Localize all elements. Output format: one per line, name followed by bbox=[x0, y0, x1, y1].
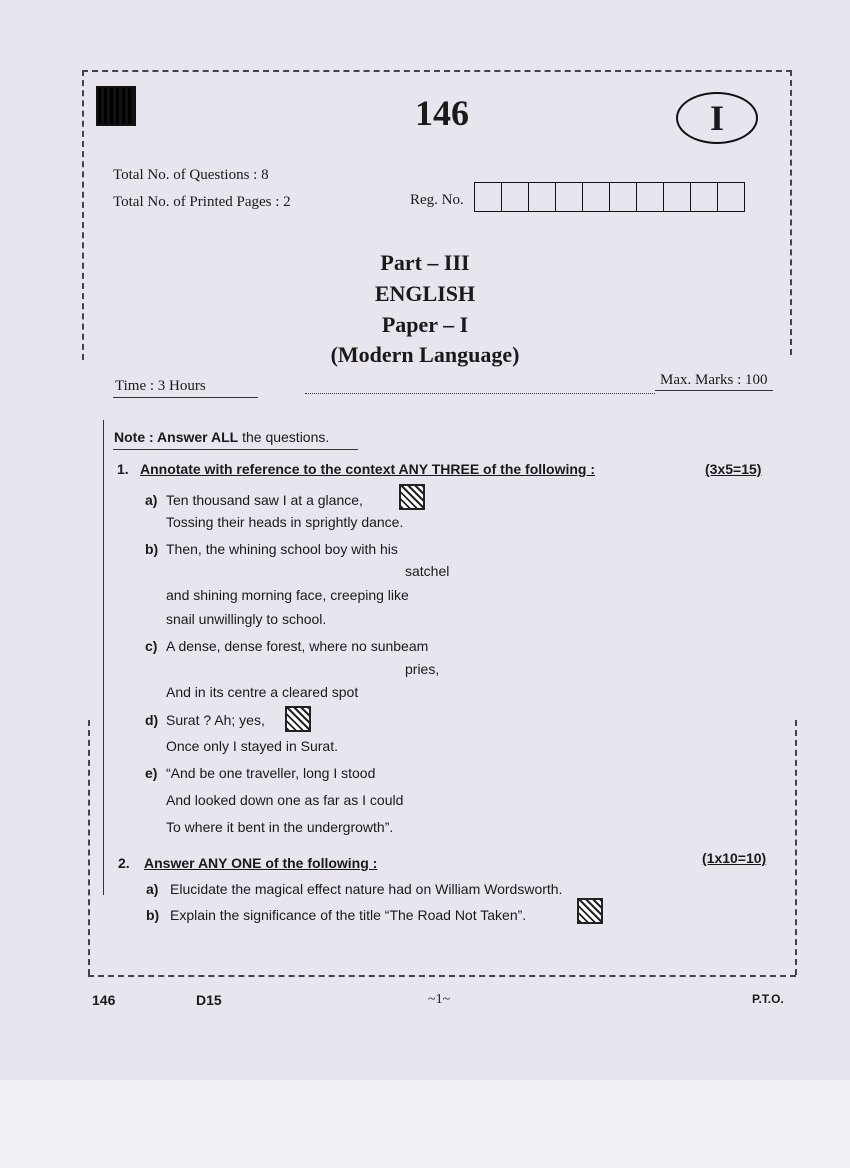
q2-text: Answer ANY ONE of the following : bbox=[144, 855, 378, 871]
time-label: Time : 3 Hours bbox=[115, 378, 206, 394]
q1b-line4: snail unwillingly to school. bbox=[166, 611, 327, 627]
q2-marks: (1x10=10) bbox=[702, 850, 767, 866]
q1a-label: a) bbox=[145, 492, 158, 508]
paper-code: 146 bbox=[415, 93, 469, 133]
qr-code-icon bbox=[399, 484, 425, 510]
footer-series: D15 bbox=[196, 992, 222, 1008]
q1b-line2: satchel bbox=[405, 563, 450, 579]
q2-number: 2. bbox=[118, 855, 130, 871]
page-bottom-margin bbox=[0, 1080, 850, 1168]
q1e-line1: “And be one traveller, long I stood bbox=[166, 765, 376, 781]
note bbox=[114, 429, 329, 445]
q2a-label: a) bbox=[146, 881, 159, 897]
frame-border-right-lower bbox=[795, 720, 797, 975]
reg-no-boxes[interactable] bbox=[474, 182, 745, 212]
footer-page-number: ~1~ bbox=[428, 992, 451, 1007]
note-suffix: the questions. bbox=[238, 429, 330, 445]
q1c-line3: And in its centre a cleared spot bbox=[166, 684, 359, 700]
paper-type-title: (Modern Language) bbox=[330, 342, 520, 367]
q1-text: Annotate with reference to the context ANY THREE of the following : bbox=[140, 461, 596, 477]
q1d-label: d) bbox=[145, 712, 159, 728]
q1b-label: b) bbox=[145, 541, 159, 557]
q1-marks: (3x5=15) bbox=[705, 461, 762, 477]
q1d-line2: Once only I stayed in Surat. bbox=[166, 738, 338, 754]
q1c-line2: pries, bbox=[405, 661, 440, 677]
q1-number: 1. bbox=[117, 461, 129, 477]
paper-title: Paper – I bbox=[381, 312, 469, 337]
footer-pto: P.T.O. bbox=[752, 992, 784, 1006]
note-prefix: Note : Answer bbox=[114, 429, 211, 445]
part-title: Part – III bbox=[380, 250, 470, 275]
frame-border-top bbox=[82, 70, 792, 72]
q2b-label: b) bbox=[146, 907, 160, 923]
q1b-line3: and shining morning face, creeping like bbox=[166, 587, 409, 603]
q1e-label: e) bbox=[145, 765, 158, 781]
note-underline bbox=[113, 449, 358, 450]
set-code-badge: I bbox=[676, 92, 758, 144]
frame-border-bottom bbox=[88, 975, 796, 977]
qr-code-icon bbox=[285, 706, 311, 732]
frame-border-left-lower bbox=[88, 720, 90, 975]
note-all: ALL bbox=[210, 429, 239, 445]
q1b-line1: Then, the whining school boy with his bbox=[166, 541, 398, 557]
max-marks-underline bbox=[655, 390, 773, 391]
total-questions: Total No. of Questions : 8 bbox=[113, 167, 269, 183]
qr-code-icon bbox=[577, 898, 603, 924]
q2b-text: Explain the significance of the title “The Road Not Taken”. bbox=[170, 907, 527, 923]
q2a-text: Elucidate the magical effect nature had on William Wordsworth. bbox=[170, 881, 563, 897]
time-underline bbox=[113, 397, 258, 398]
max-marks-label: Max. Marks : 100 bbox=[660, 372, 768, 388]
q1c-line1: A dense, dense forest, where no sunbeam bbox=[166, 638, 429, 654]
footer-paper-code: 146 bbox=[92, 992, 116, 1008]
q1a-line2: Tossing their heads in sprightly dance. bbox=[166, 514, 404, 530]
subject-title: ENGLISH bbox=[374, 281, 476, 306]
total-pages: Total No. of Printed Pages : 2 bbox=[113, 194, 291, 210]
q1c-label: c) bbox=[145, 638, 158, 654]
q1a-line1: Ten thousand saw I at a glance, bbox=[166, 492, 363, 508]
note-bracket bbox=[103, 420, 104, 895]
q1e-line3: To where it bent in the undergrowth”. bbox=[166, 819, 394, 835]
reg-no-label: Reg. No. bbox=[410, 192, 464, 208]
dotted-separator bbox=[305, 393, 655, 394]
q1e-line2: And looked down one as far as I could bbox=[166, 792, 404, 808]
q1d-line1: Surat ? Ah; yes, bbox=[166, 712, 265, 728]
qr-code-icon bbox=[96, 86, 136, 126]
